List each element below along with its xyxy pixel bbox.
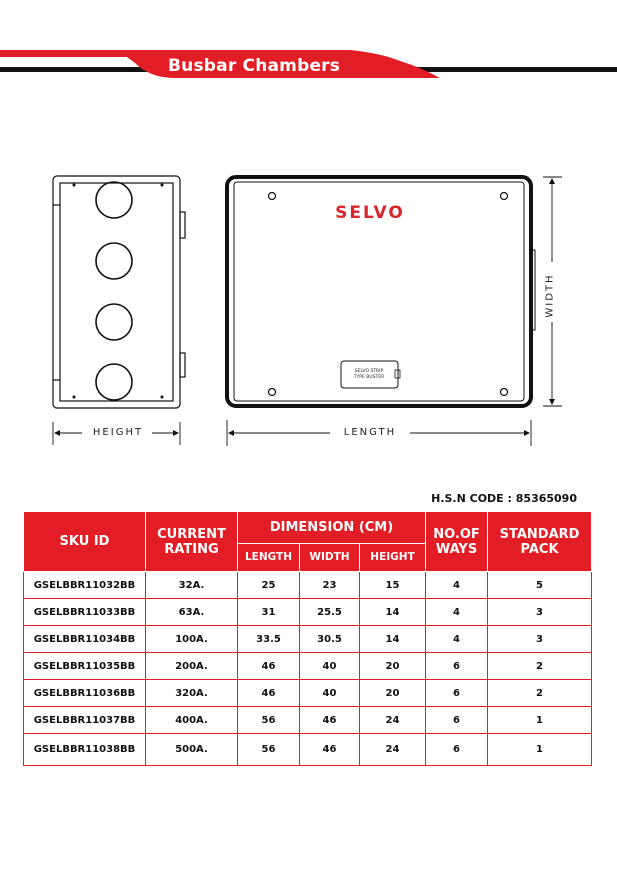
cell-current: 400A. — [146, 707, 238, 734]
arrow-left-icon — [228, 430, 234, 436]
cell-width: 40 — [300, 680, 360, 707]
cell-current: 200A. — [146, 653, 238, 680]
cell-sku: GSELBBR11036BB — [24, 680, 146, 707]
cell-pack: 3 — [488, 599, 592, 626]
screw-icon — [269, 389, 276, 396]
arrow-right-icon — [173, 430, 179, 436]
cell-current: 320A. — [146, 680, 238, 707]
page-title: Busbar Chambers — [168, 56, 341, 76]
knockout-hole-icon — [96, 243, 132, 279]
col-header-dimension: DIMENSION (CM) — [238, 512, 426, 544]
cell-current: 500A. — [146, 734, 238, 766]
side-view-inner — [60, 183, 173, 401]
cell-ways: 4 — [426, 572, 488, 599]
cell-current: 63A. — [146, 599, 238, 626]
cell-current: 32A. — [146, 572, 238, 599]
cell-ways: 4 — [426, 599, 488, 626]
cell-current: 100A. — [146, 626, 238, 653]
table-row — [24, 572, 592, 599]
cell-pack: 1 — [488, 707, 592, 734]
col-header-height: HEIGHT — [360, 544, 426, 572]
cell-ways: 6 — [426, 734, 488, 766]
table-row — [24, 734, 592, 766]
arrow-up-icon — [549, 178, 555, 184]
knockout-hole-icon — [96, 364, 132, 400]
cell-ways: 6 — [426, 653, 488, 680]
cell-height: 14 — [360, 599, 426, 626]
strip-label-text-2: TYPE BUSTER — [353, 375, 385, 380]
product-drawing — [0, 160, 617, 460]
cell-sku: GSELBBR11035BB — [24, 653, 146, 680]
length-dimension-label: LENGTH — [343, 427, 397, 438]
cell-sku: GSELBBR11032BB — [24, 572, 146, 599]
cell-width: 46 — [300, 707, 360, 734]
cell-height: 24 — [360, 734, 426, 766]
cell-length: 46 — [238, 680, 300, 707]
col-header-ways: NO.OF WAYS — [426, 512, 488, 572]
table-row — [24, 653, 592, 680]
side-view-outline — [53, 176, 180, 408]
table-row — [24, 707, 592, 734]
table-row — [24, 626, 592, 653]
cell-sku: GSELBBR11034BB — [24, 626, 146, 653]
cell-width: 46 — [300, 734, 360, 766]
col-header-sku: SKU ID — [24, 512, 146, 572]
cell-width: 23 — [300, 572, 360, 599]
table-row — [24, 680, 592, 707]
cell-pack: 3 — [488, 626, 592, 653]
width-dimension-label: WIDTH — [544, 273, 556, 318]
banner-red-top — [0, 50, 140, 57]
spec-table — [23, 511, 592, 766]
col-header-width: WIDTH — [300, 544, 360, 572]
height-dimension-label: HEIGHT — [92, 427, 144, 438]
cell-sku: GSELBBR11033BB — [24, 599, 146, 626]
screw-icon — [269, 193, 276, 200]
cell-length: 25 — [238, 572, 300, 599]
cell-pack: 5 — [488, 572, 592, 599]
cell-height: 20 — [360, 653, 426, 680]
cell-length: 56 — [238, 734, 300, 766]
col-header-pack: STANDARD PACK — [488, 512, 592, 572]
cell-length: 46 — [238, 653, 300, 680]
cell-height: 15 — [360, 572, 426, 599]
cell-ways: 4 — [426, 626, 488, 653]
arrow-left-icon — [54, 430, 60, 436]
hsn-code: H.S.N CODE : 85365090 — [431, 492, 577, 505]
cell-sku: GSELBBR11038BB — [24, 734, 146, 766]
arrow-right-icon — [524, 430, 530, 436]
table-row — [24, 599, 592, 626]
cell-length: 31 — [238, 599, 300, 626]
arrow-down-icon — [549, 399, 555, 405]
strip-label-text-1: SELVO STRIP — [354, 369, 384, 374]
cell-width: 30.5 — [300, 626, 360, 653]
cell-length: 33.5 — [238, 626, 300, 653]
cell-pack: 1 — [488, 734, 592, 766]
knockout-hole-icon — [96, 304, 132, 340]
cell-height: 24 — [360, 707, 426, 734]
screw-icon — [501, 193, 508, 200]
screw-icon — [501, 389, 508, 396]
cell-pack: 2 — [488, 653, 592, 680]
col-header-current: CURRENT RATING — [146, 512, 238, 572]
cell-sku: GSELBBR11037BB — [24, 707, 146, 734]
cell-ways: 6 — [426, 680, 488, 707]
col-header-length: LENGTH — [238, 544, 300, 572]
cell-width: 25.5 — [300, 599, 360, 626]
cell-height: 14 — [360, 626, 426, 653]
cell-width: 40 — [300, 653, 360, 680]
cell-ways: 6 — [426, 707, 488, 734]
brand-logo-text: SELVO — [335, 203, 405, 223]
knockout-hole-icon — [96, 182, 132, 218]
cell-pack: 2 — [488, 680, 592, 707]
cell-height: 20 — [360, 680, 426, 707]
cell-length: 56 — [238, 707, 300, 734]
